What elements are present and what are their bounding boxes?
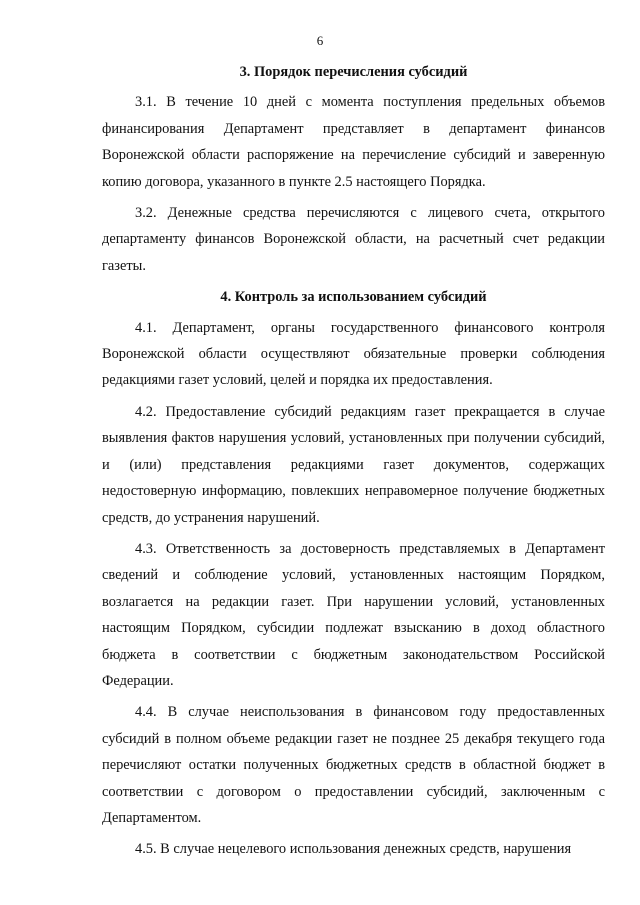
paragraph-4-4: 4.4. В случае неиспользования в финансовом году предоставленных субсидий в полном объеме редакции газет не позднее 25 декабря текущего года перечисляют остатки полученных бюджетных средств в областной бюджет в соответствии с договором о предоставлении субсидий, заключенным с Департаментом.: [102, 704, 605, 826]
paragraph-4-3: 4.3. Ответственность за достоверность представляемых в Департамент сведений и соблюдение условий, установленных настоящим Порядком, возлагается на редакции газет. При нарушении условий, установленных настоящим Порядком, субсидии подлежат взысканию в доход областного бюджета в соответствии с бюджетным законодательством Российской Федерации.: [102, 540, 605, 689]
paragraph-3-2: 3.2. Денежные средства перечисляются с лицевого счета, открытого департаменту финансов Воронежской области, на расчетный счет редакции газеты.: [102, 205, 605, 274]
paragraph-3-1: 3.1. В течение 10 дней с момента поступления предельных объемов финансирования Департамент представляет в департамент финансов Воронежской области распоряжение на перечисление субсидий и заверенную копию договора, указанного в пункте 2.5 настоящего Порядка.: [102, 94, 605, 190]
section-4-title: 4. Контроль за использованием субсидий: [220, 289, 487, 306]
paragraph-4-1: 4.1. Департамент, органы государственного финансового контроля Воронежской области осуществляют обязательные проверки соблюдения редакциями газет условий, целей и порядка их предоставления.: [102, 319, 605, 389]
document-body: [102, 59, 605, 863]
page-number: 6: [316, 33, 324, 48]
paragraph-4-5: 4.5. В случае нецелевого использования денежных средств, нарушения: [135, 841, 572, 858]
paragraph-4-2: 4.2. Предоставление субсидий редакциям газет прекращается в случае выявления фактов нарушения условий, установленных при получении субсидий, и (или) представления редакциями газет документов, содержащих недостоверную информацию, повлекших неправомерное получение бюджетных средств, до устранения нарушений.: [102, 403, 605, 526]
section-3-title: 3. Порядок перечисления субсидий: [239, 64, 468, 80]
